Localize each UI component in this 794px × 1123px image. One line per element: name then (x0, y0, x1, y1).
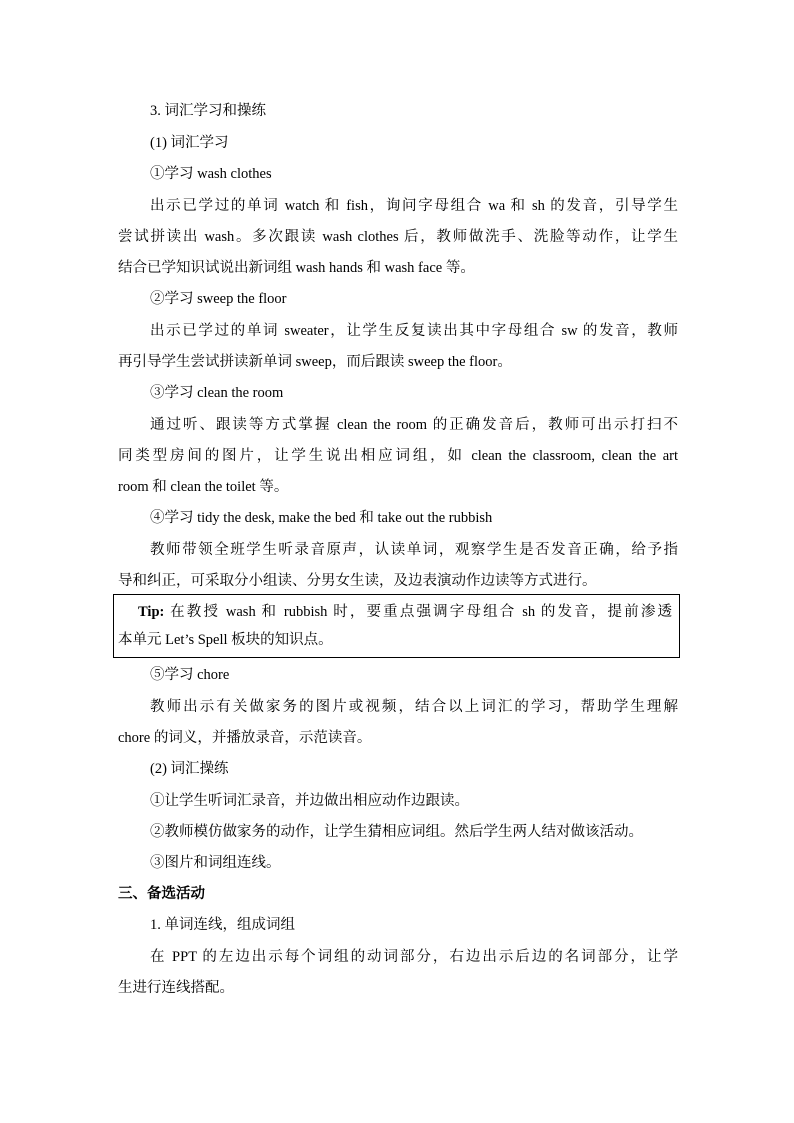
item-title: ①学习 wash clothes (150, 166, 272, 182)
part-heading: 三、备选活动 (118, 886, 205, 902)
paragraph-line: 在 PPT 的左边出示每个词组的动词部分，右边出示后边的名词部分，让学 (150, 949, 678, 965)
subsection-heading: (2) 词汇操练 (150, 761, 229, 777)
paragraph-line: 通过听、跟读等方式掌握 clean the room 的正确发音后，教师可出示打扫不 (150, 417, 678, 433)
paragraph-line: 结合已学知识试说出新词组 wash hands 和 wash face 等。 (118, 260, 475, 276)
paragraph-line: 出示已学过的单词 watch 和 fish，询问字母组合 wa 和 sh 的发音，引导学生 (150, 198, 678, 214)
section-heading: 3. 词汇学习和操练 (150, 103, 266, 119)
item-title: ③学习 clean the room (150, 385, 284, 401)
paragraph-line: chore 的词义，并播放录音，示范读音。 (118, 730, 372, 746)
tip-label: Tip: (138, 604, 165, 620)
paragraph-line: 尝试拼读出 wash。多次跟读 wash clothes 后，教师做洗手、洗脸等动作，让学生 (118, 229, 678, 245)
subsection-heading: (1) 词汇学习 (150, 135, 229, 151)
paragraph-line: 再引导学生尝试拼读新单词 sweep，而后跟读 sweep the floor。 (118, 354, 512, 370)
tip-line (138, 602, 672, 622)
tip-line: 本单元 Let’s Spell 板块的知识点。 (118, 632, 333, 648)
tip-box (113, 594, 680, 658)
paragraph-line: 教师带领全班学生听录音原声，认读单词，观察学生是否发音正确，给予指 (150, 542, 678, 558)
list-item: ③图片和词组连线。 (150, 855, 281, 871)
paragraph-line: 教师出示有关做家务的图片或视频，结合以上词汇的学习，帮助学生理解 (150, 699, 678, 715)
paragraph-line: 生进行连线搭配。 (118, 980, 234, 996)
item-title: ⑤学习 chore (150, 667, 230, 683)
item-title: ②学习 sweep the floor (150, 291, 287, 307)
paragraph-line: 导和纠正，可采取分小组读、分男女生读，及边表演动作边读等方式进行。 (118, 573, 597, 589)
subsection-heading: 1. 单词连线，组成词组 (150, 917, 295, 933)
list-item: ①让学生听词汇录音，并边做出相应动作边跟读。 (150, 793, 469, 809)
paragraph-line: 同类型房间的图片，让学生说出相应词组，如 clean the classroom, clean the art (118, 448, 678, 464)
paragraph-line: 出示已学过的单词 sweater，让学生反复读出其中字母组合 sw 的发音，教师 (150, 323, 678, 339)
item-title: ④学习 tidy the desk, make the bed 和 take out the rubbish (150, 510, 493, 526)
paragraph-line: room 和 clean the toilet 等。 (118, 479, 289, 495)
tip-text: 在教授 wash 和 rubbish 时，要重点强调字母组合 sh 的发音，提前渗透 (170, 604, 673, 620)
list-item: ②教师模仿做家务的动作，让学生猜相应词组。然后学生两人结对做该活动。 (150, 824, 643, 840)
